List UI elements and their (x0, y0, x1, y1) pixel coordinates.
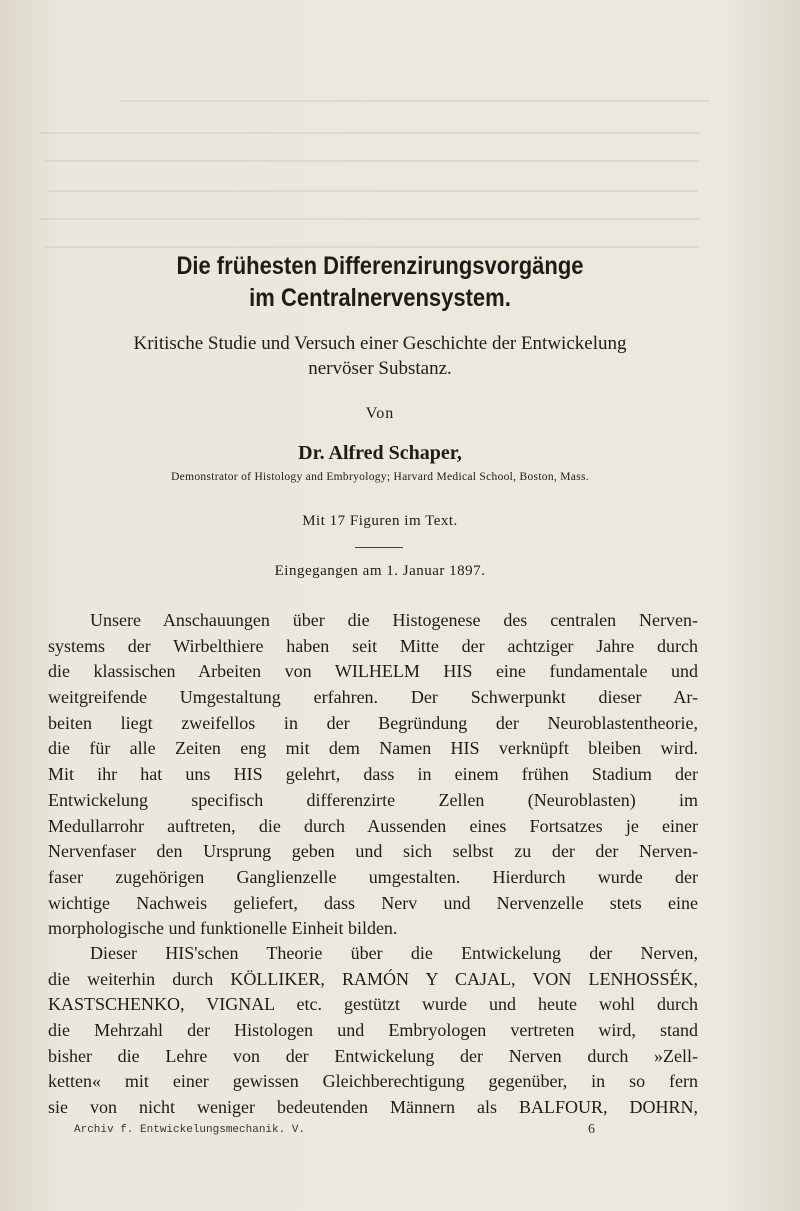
body-line: systems der Wirbelthiere haben seit Mitte der achtziger Jahre durch (48, 635, 698, 656)
body-line: KASTSCHENKO, VIGNAL etc. gestützt wurde und heute wohl durch (48, 994, 698, 1015)
article-title-line-1: Die frühesten Differenzirungsvorgänge (176, 252, 584, 280)
article-title-line-2: im Centralnervensystem. (249, 284, 511, 312)
figures-note: Mit 17 Figuren im Text. (302, 513, 458, 529)
body-line: morphologische und funktionelle Einheit bilden. (48, 918, 398, 939)
body-line: die Mehrzahl der Histologen und Embryologen vertreten wird, stand (48, 1020, 698, 1041)
show-through-line (40, 218, 700, 220)
show-through-line (44, 246, 699, 248)
body-line: beiten liegt zweifellos in der Begründung der Neuroblastentheorie, (48, 712, 698, 733)
article-subtitle-line-2: nervöser Substanz. (308, 358, 452, 379)
body-line: Entwickelung specifisch differenzirte Zellen (Neuroblasten) im (48, 789, 698, 810)
author-affiliation: Demonstrator of Histology and Embryology; Harvard Medical School, Boston, Mass. (171, 471, 589, 483)
body-paragraph-2 (48, 941, 698, 1121)
footer-journal: Archiv f. Entwickelungsmechanik. V. (74, 1124, 306, 1136)
body-line: sie von nicht weniger bedeutenden Männern als BALFOUR, DOHRN, (48, 1097, 698, 1118)
body-line: faser zugehörigen Ganglienzelle umgestalten. Hierdurch wurde der (48, 866, 698, 887)
body-line: wichtige Nachweis geliefert, dass Nerv und Nervenzelle stets eine (48, 892, 698, 913)
body-line: Dieser HIS'schen Theorie über die Entwickelung der Nerven, (90, 943, 698, 963)
body-line: bisher die Lehre von der Entwickelung der Nerven durch »Zell- (48, 1045, 698, 1066)
body-line: die für alle Zeiten eng mit dem Namen HIS verknüpft bleiben wird. (48, 738, 698, 759)
show-through-line (44, 160, 699, 162)
body-line: Mit ihr hat uns HIS gelehrt, dass in einem frühen Stadium der (48, 764, 698, 785)
body-line: Unsere Anschauungen über die Histogenese des centralen Nerven- (90, 610, 698, 630)
body-line: weitgreifende Umgestaltung erfahren. Der Schwerpunkt dieser Ar- (48, 687, 698, 708)
author-name: Dr. Alfred Schaper, (298, 442, 462, 464)
body-line: die klassischen Arbeiten von WILHELM HIS eine fundamentale und (48, 661, 698, 682)
article-subtitle-line-1: Kritische Studie und Versuch einer Geschichte der Entwickelung (133, 333, 627, 354)
byline-von: Von (365, 405, 395, 422)
body-line: Medullarrohr auftreten, die durch Aussenden eines Fortsatzes je einer (48, 815, 698, 836)
body-paragraph-1 (48, 608, 698, 942)
show-through-line (40, 132, 700, 134)
body-line: Nervenfaser den Ursprung geben und sich selbst zu der der Nerven- (48, 841, 698, 862)
show-through-line (48, 190, 698, 192)
divider-rule (355, 547, 403, 548)
body-line: die weiterhin durch KÖLLIKER, RAMÓN Y CAJAL, VON LENHOSSÉK, (48, 968, 698, 989)
show-through-line (120, 100, 710, 102)
show-through-text (0, 40, 800, 270)
received-date: Eingegangen am 1. Januar 1897. (274, 563, 486, 579)
footer-sheet-number: 6 (588, 1122, 595, 1137)
body-line: ketten« mit einer gewissen Gleichberechtigung gegenüber, in so fern (48, 1071, 698, 1092)
